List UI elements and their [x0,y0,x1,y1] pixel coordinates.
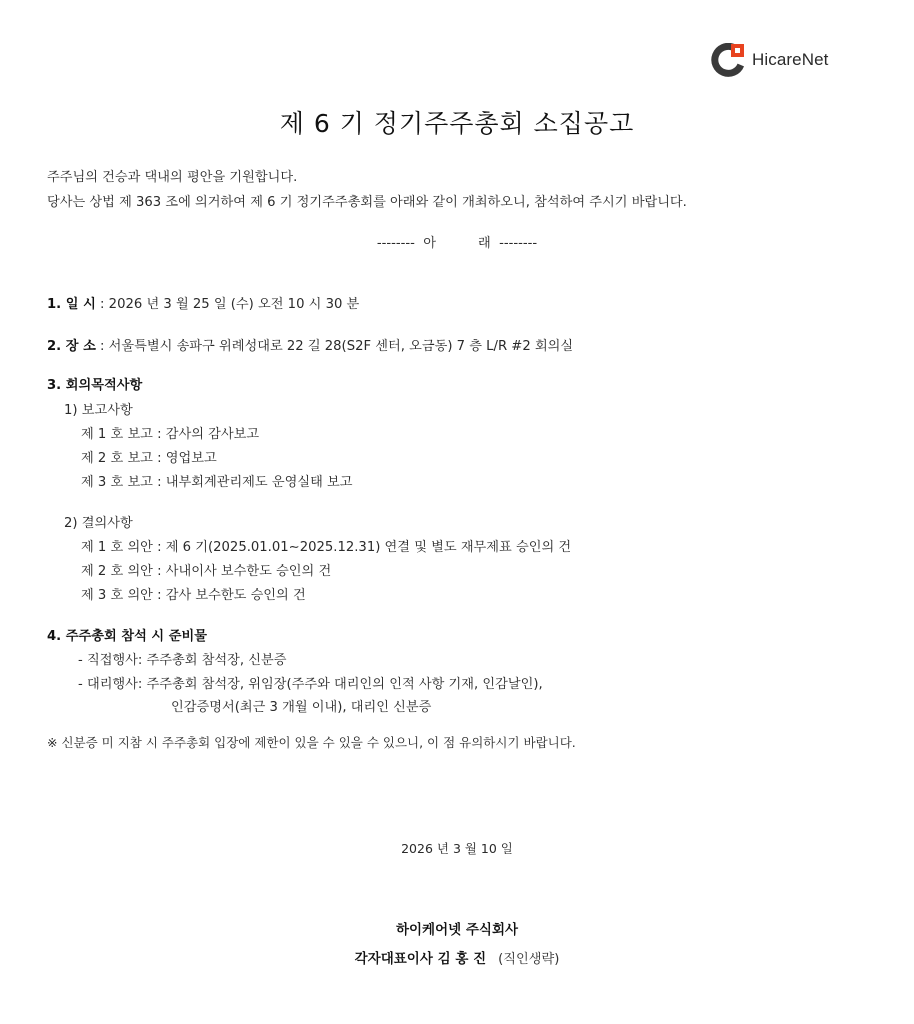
intro-greeting: 주주님의 건승과 댁내의 평안을 기원합니다. [47,170,298,185]
report-item: 제 2 호 보고 : 영업보고 [81,451,217,466]
intro-statement: 당사는 상법 제 363 조에 의거하여 제 6 기 정기주주총회를 아래와 같이 개최하오니, 참석하여 주시기 바랍니다. [47,195,687,210]
report-item: 제 1 호 보고 : 감사의 감사보고 [81,427,260,442]
hicarenet-logo-icon [711,43,745,77]
seal-omitted: (직인생략) [498,952,560,967]
section-label: 1. 일 시 [47,297,96,312]
preparation-item-continuation: 인감증명서(최근 3 개월 이내), 대리인 신분증 [171,700,432,715]
notice-note: ※ 신분증 미 지참 시 주주총회 입장에 제한이 있을 수 있을 수 있으니, 이 점 유의하시기 바랍니다. [47,735,576,750]
resolution-item: 제 3 호 의안 : 감사 보수한도 승인의 건 [81,588,306,603]
preparation-heading: 4. 주주총회 참석 시 준비물 [47,629,207,644]
ceo-name: 각자대표이사 김 홍 진 [354,951,487,967]
meeting-datetime [47,297,359,313]
agenda-heading: 3. 회의목적사항 [47,378,143,393]
resolution-item: 제 2 호 의안 : 사내이사 보수한도 승인의 건 [81,564,332,579]
meeting-location [47,339,573,355]
notice-date: 2026 년 3 월 10 일 [401,841,513,856]
page-title: 제 6 기 정기주주총회 소집공고 [279,109,635,138]
company-logo [711,43,828,77]
preparation-item: - 직접행사: 주주총회 참석장, 신분증 [78,653,287,668]
reports-subheading: 1) 보고사항 [64,403,133,418]
company-name: 하이케어넷 주식회사 [395,922,519,938]
separator-below: -------- 아 래 -------- [376,236,538,251]
signature-line [0,951,914,968]
section-label: 2. 장 소 [47,339,96,354]
report-item: 제 3 호 보고 : 내부회계관리제도 운영실태 보고 [81,475,353,490]
resolution-item: 제 1 호 의안 : 제 6 기(2025.01.01∼2025.12.31) 연결 및 별도 재무제표 승인의 건 [81,540,572,555]
resolutions-subheading: 2) 결의사항 [64,516,133,531]
section-value: : 서울특별시 송파구 위례성대로 22 길 28(S2F 센터, 오금동) 7 층 L/R #2 회의실 [95,339,574,354]
section-value: : 2026 년 3 월 25 일 (수) 오전 10 시 30 분 [95,297,360,312]
preparation-item: - 대리행사: 주주총회 참석장, 위임장(주주와 대리인의 인적 사항 기재, 인감날인), [78,677,543,692]
logo-text: HicareNet [752,50,829,69]
